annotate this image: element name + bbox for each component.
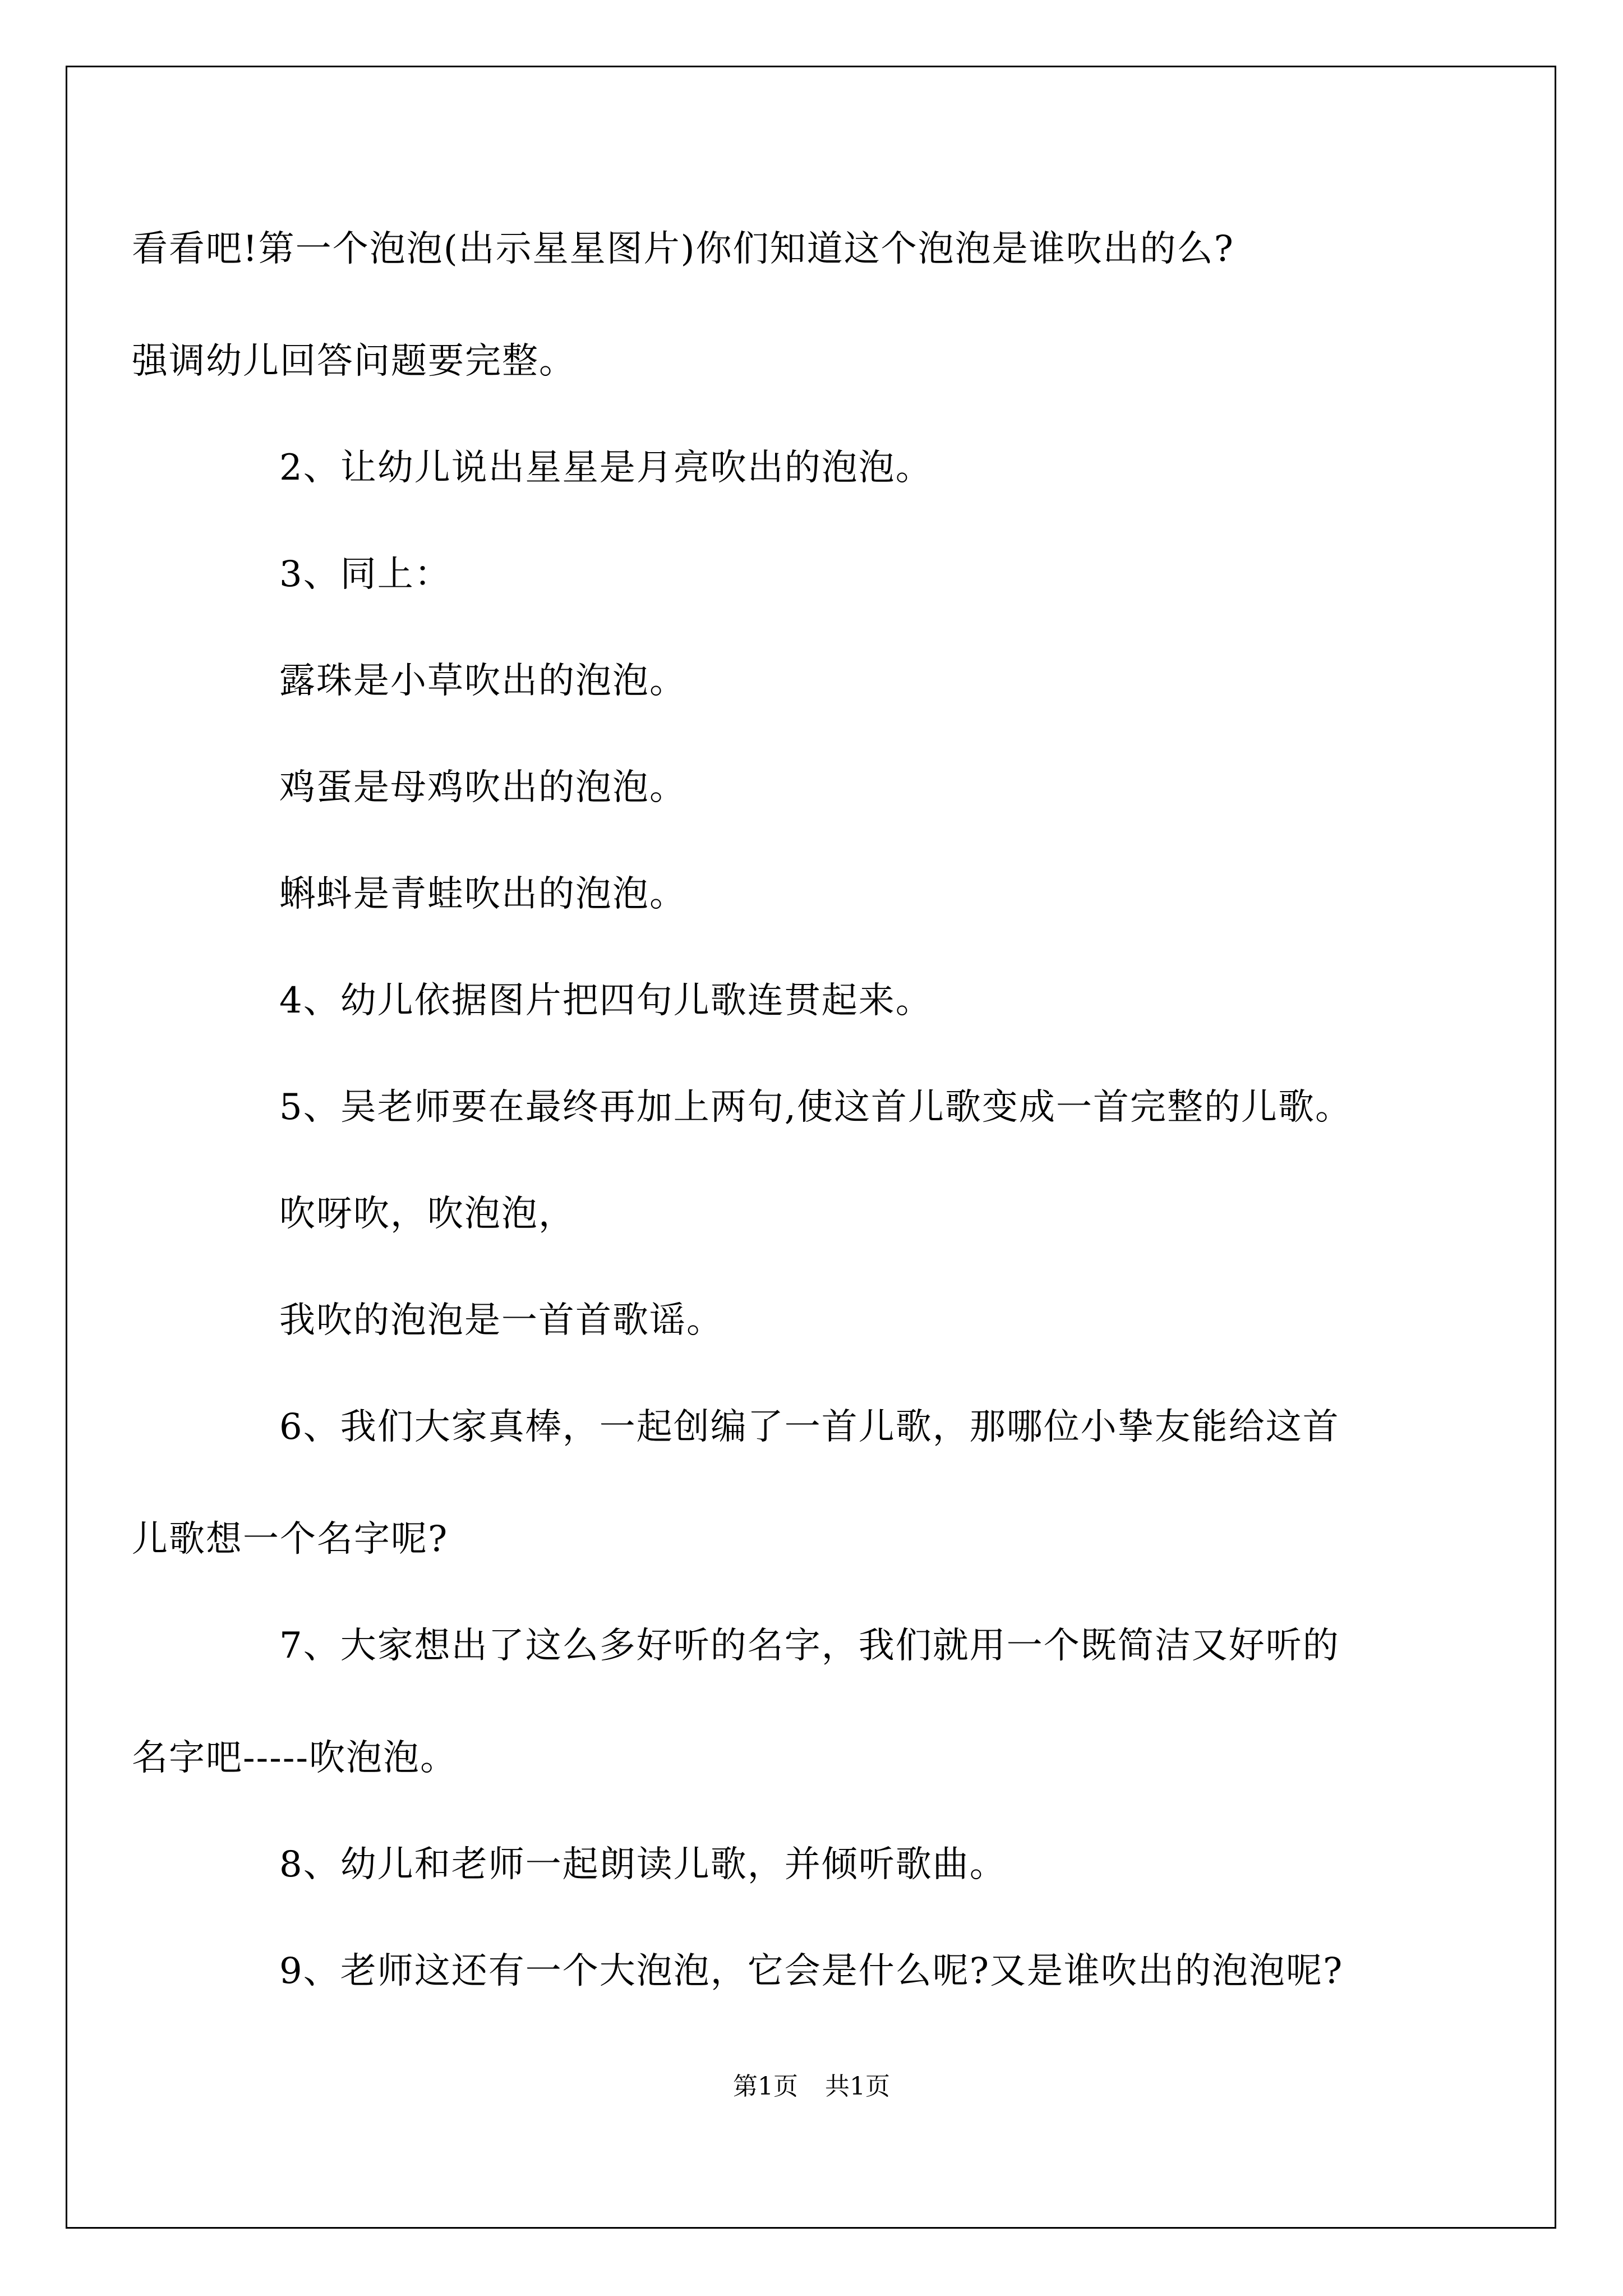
paragraph-line: 露珠是小草吹出的泡泡。 — [279, 660, 686, 702]
paragraph-line: 9、老师这还有一个大泡泡，它会是什么呢?又是谁吹出的泡泡呢? — [279, 1950, 1344, 1992]
page-number-current: 第1页 — [733, 2072, 798, 2101]
page-number-total: 共1页 — [825, 2072, 890, 2101]
paragraph-line: 6、我们大家真棒，一起创编了一首儿歌，那哪位小挚友能给这首 — [279, 1406, 1340, 1448]
page-footer — [0, 2071, 1623, 2102]
page-border — [66, 66, 1556, 2229]
paragraph-line: 2、让幼儿说出星星是月亮吹出的泡泡。 — [279, 447, 933, 489]
paragraph-line: 5、吴老师要在最终再加上两句,使这首儿歌变成一首完整的儿歌。 — [279, 1087, 1353, 1128]
paragraph-line: 名字吧-----吹泡泡。 — [132, 1737, 458, 1779]
paragraph-line: 强调幼儿回答问题要完整。 — [132, 341, 576, 382]
paragraph-line: 4、幼儿依据图片把四句儿歌连贯起来。 — [279, 980, 933, 1022]
paragraph-line: 鸡蛋是母鸡吹出的泡泡。 — [279, 767, 686, 808]
paragraph-line: 3、同上： — [279, 554, 451, 595]
paragraph-line: 8、幼儿和老师一起朗读儿歌，并倾听歌曲。 — [279, 1844, 1007, 1885]
paragraph-line: 我吹的泡泡是一首首歌谣。 — [279, 1300, 723, 1341]
paragraph-line: 蝌蚪是青蛙吹出的泡泡。 — [279, 873, 686, 915]
paragraph-line: 看看吧!第一个泡泡(出示星星图片)你们知道这个泡泡是谁吹出的么? — [132, 228, 1234, 270]
paragraph-line: 7、大家想出了这么多好听的名字，我们就用一个既简洁又好听的 — [279, 1625, 1340, 1667]
paragraph-line: 儿歌想一个名字呢? — [132, 1519, 449, 1560]
paragraph-line: 吹呀吹，吹泡泡， — [279, 1193, 575, 1235]
